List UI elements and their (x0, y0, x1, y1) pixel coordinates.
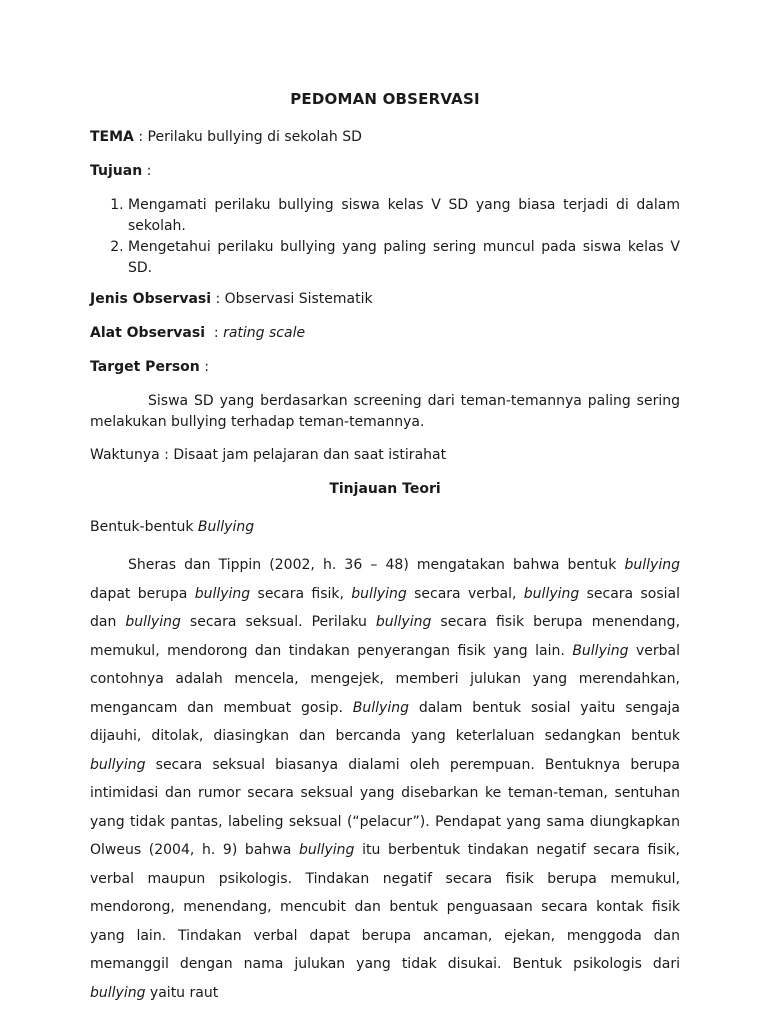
jenis-line (90, 289, 680, 309)
jenis-label: Jenis Observasi (90, 291, 212, 307)
jenis-value: : Observasi Sistematik (211, 291, 373, 307)
alat-sep: : (205, 325, 224, 341)
tujuan-suffix: : (142, 163, 152, 179)
tema-label: TEMA (90, 129, 134, 145)
bullying-term: bullying (624, 557, 680, 573)
tujuan-heading (90, 161, 680, 181)
bullying-term: Bullying (572, 642, 629, 659)
target-label: Target Person (90, 359, 200, 375)
bullying-term: bullying (90, 984, 146, 1001)
bullying-term: bullying (351, 585, 407, 602)
bullying-term: bullying (90, 756, 146, 773)
alat-value: rating scale (223, 325, 306, 341)
bullying-term: bullying (125, 614, 181, 630)
list-item: 2. Mengetahui perilaku bullying yang paling sering muncul pada siswa kelas V SD. (128, 237, 680, 279)
body-text-segment: secara verbal, (406, 585, 524, 602)
body-text-segment: itu berbentuk tindakan negatif secara fisik, verbal maupun psikologis. Tindakan negatif secara fisik berupa memukul, mendorong, menendang, mencubit dan bentuk penguasaan secara kontak fisik yang lain. Tindakan verbal dapat berupa ancaman, ejekan, menggoda dan memanggil dengan nama julukan yang tidak disukai. Bentuk psikologis dari (90, 842, 681, 972)
body-text-segment: secara seksual biasanya dialami oleh perempuan. Bentuknya berupa intimidasi dan rumor secara seksual yang disebarkan ke teman-teman, sentuhan yang tidak pantas, labeling seksual (“pelacur”). Pendapat yang sama diungkapkan Olweus (2004, h. 9) bahwa (90, 756, 680, 858)
bullying-term: bullying (375, 614, 432, 630)
section-title: Tinjauan Teori (329, 481, 441, 497)
alat-label: Alat Observasi (90, 325, 206, 341)
bentuk-italic: Bullying (197, 519, 255, 535)
target-text: Siswa SD yang berdasarkan screening dari teman-temannya paling sering melakukan bullying terhadap teman-temannya. (90, 393, 680, 430)
body-text-segment: dapat berupa (90, 585, 195, 602)
body-text-segment: secara fisik, (250, 585, 352, 602)
bullying-term: bullying (298, 842, 355, 858)
waktu-line: Waktunya : Disaat jam pelajaran dan saat istirahat (90, 447, 447, 463)
bullying-term: bullying (523, 585, 580, 602)
body-text-segment: secara seksual. Perilaku (180, 614, 376, 630)
tujuan-list (90, 195, 680, 279)
target-heading (90, 357, 680, 377)
list-item: 1. Mengamati perilaku bullying siswa kelas V SD yang biasa terjadi di dalam sekolah. (128, 195, 680, 237)
tema-line (90, 127, 680, 147)
bentuk-heading (90, 517, 680, 537)
body-text-segment: yaitu raut (145, 984, 219, 1001)
body-text-segment: secara sosial dan (90, 585, 680, 630)
body-paragraph (90, 551, 680, 1007)
body-text-segment: Sheras dan Tippin (2002, h. 36 – 48) mengatakan bahwa bentuk (128, 557, 625, 573)
bullying-term: bullying (194, 585, 251, 602)
bentuk-prefix: Bentuk-bentuk (90, 519, 198, 535)
alat-line (90, 323, 680, 343)
page-title: PEDOMAN OBSERVASI (290, 90, 480, 108)
target-suffix: : (199, 359, 209, 375)
body-text-segment: dalam bentuk sosial yaitu sengaja dijauhi, ditolak, diasingkan dan bercanda yang keterlaluan sedangkan bentuk (90, 699, 680, 744)
bullying-term: Bullying (352, 699, 409, 716)
body-text-segment: verbal contohnya adalah mencela, mengejek, memberi julukan yang merendahkan, mengancam dan membuat gosip. (90, 642, 680, 716)
tujuan-label: Tujuan (90, 163, 143, 179)
tema-value: : Perilaku bullying di sekolah SD (133, 129, 362, 145)
body-text-segment: secara fisik berupa menendang, memukul, mendorong dan tindakan penyerangan fisik yang lain. (90, 614, 681, 659)
